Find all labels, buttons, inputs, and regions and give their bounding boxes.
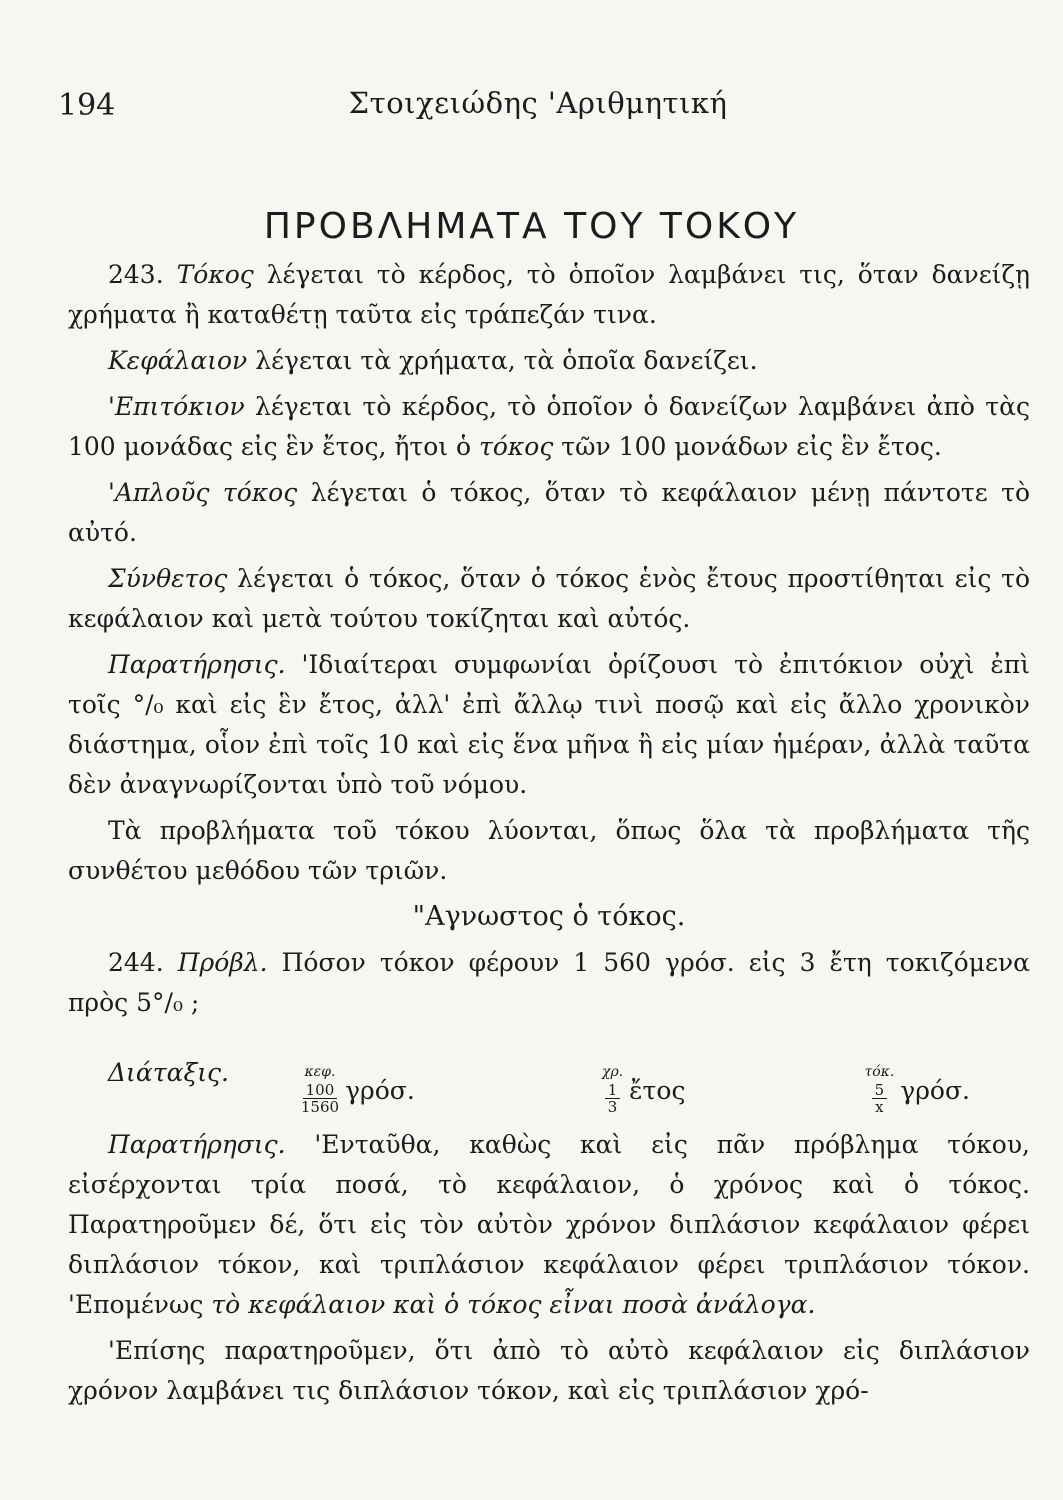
paragraph-text: Τὰ προβλήματα τοῦ τόκου λύονται, ὅπως ὅλα τὰ προβλήματα τῆς συνθέτου μεθόδου τῶν τριῶν. — [68, 816, 1030, 885]
layout-column-capital — [301, 1064, 542, 1115]
problem-label: Πρόβλ. — [177, 948, 268, 977]
inline-term: τόκος — [222, 478, 298, 507]
paragraph-method — [68, 811, 1030, 891]
paragraph-number: 243. — [108, 260, 164, 289]
page-number: 194 — [58, 88, 116, 123]
running-head: Στοιχειώδης 'Αριθμητική — [348, 86, 728, 120]
fraction-denominator: x — [875, 1098, 884, 1116]
inline-term: τόκος — [479, 432, 554, 461]
paragraph-text: λέγεται τὸ κέρδος, τὸ ὁποῖον λαμβάνει τις, ὅταν δανείζῃ χρήματα ἢ καταθέτῃ ταῦτα εἰς τράπεζάν τινα. — [68, 260, 1030, 329]
fraction-numerator: 100 — [303, 1082, 338, 1099]
fraction — [864, 1064, 894, 1115]
unit-label: γρόσ. — [900, 1076, 970, 1105]
defined-term: Τόκος — [176, 260, 254, 289]
paragraph-text: τῶν 100 μονάδων εἰς ἓν ἔτος. — [561, 432, 942, 461]
paragraph-text: 'Ιδιαίτεραι συμφωνίαι ὁρίζουσι τὸ ἐπιτόκιον οὐχὶ ἐπὶ τοῖς °/₀ καὶ εἰς ἓν ἔτος, ἀλλ' ἐπὶ ἄλλῳ τινὶ ποσῷ καὶ εἰς ἄλλο χρονικὸν διάστημα, οἷον ἐπὶ τοῖς 10 καὶ εἰς ἕνα μῆνα ἢ εἰς μίαν ἡμέραν, ἀλλὰ ταῦτα δὲν ἀναγνωρίζονται ὑπὸ τοῦ νόμου. — [68, 650, 1030, 799]
layout-column-interest — [864, 1064, 970, 1115]
remark-label: Παρατήρησις. — [108, 650, 286, 679]
paragraph-text: λέγεται ὁ τόκος, ὅταν ὁ τόκος ἑνὸς ἔτους προστίθηται εἰς τὸ κεφάλαιον καὶ μετὰ τούτου τοκίζηται καὶ αὐτός. — [68, 564, 1030, 633]
column-head: χρ. — [601, 1064, 624, 1080]
fraction-denominator: 3 — [607, 1098, 618, 1116]
subheading: "Αγνωστος ὁ τόκος. — [412, 901, 686, 932]
defined-term: 'Απλοῦς — [108, 478, 210, 507]
paragraph-text: 'Ενταῦθα, καθὼς καὶ εἰς πᾶν πρόβλημα τόκου, εἰσέρχονται τρία ποσά, τὸ κεφάλαιον, ὁ χρόνος καὶ ὁ τόκος. Παρατηροῦμεν δέ, ὅτι εἰς τὸν αὐτὸν χρόνον διπλάσιον κεφάλαιον φέρει διπλάσιον τόκον, καὶ τριπλάσιον κεφάλαιον φέρει τριπλάσιον τόκον. 'Επομένως — [68, 1130, 1030, 1319]
paragraph-remark-2 — [68, 1125, 1030, 1325]
fraction-numerator: 5 — [872, 1082, 888, 1099]
defined-term: Σύνθετος — [108, 564, 228, 593]
problem-text: Πόσον τόκον φέρουν 1 560 γρόσ. εἰς 3 ἔτη τοκιζόμενα πρὸς 5°/₀ ; — [68, 948, 1030, 1017]
fraction-denominator: 1560 — [300, 1098, 340, 1116]
section-title: ΠΡΟΒΛΗΜΑΤΑ ΤΟΥ ΤΟΚΟΥ — [263, 206, 800, 248]
paragraph-epitokion — [68, 387, 1030, 467]
paragraph-synthetos — [68, 559, 1030, 639]
paragraph-aplous — [68, 473, 1030, 553]
fraction-numerator: 1 — [605, 1082, 621, 1099]
defined-term: 'Επιτόκιον — [108, 392, 245, 421]
fraction — [602, 1064, 623, 1115]
page-header — [58, 80, 1018, 130]
defined-term: Κεφάλαιον — [108, 346, 248, 375]
paragraph-text: λέγεται ὁ τόκος, ὅταν τὸ κεφάλαιον μένῃ πάντοτε τὸ αὐτό. — [68, 478, 1031, 547]
emphasized-text: τὸ κεφάλαιον καὶ ὁ τόκος εἶναι ποσὰ ἀνάλογα. — [211, 1290, 816, 1319]
unit-label: γρόσ. — [345, 1076, 415, 1105]
paragraph-243 — [68, 255, 1030, 335]
column-head: τόκ. — [864, 1064, 895, 1080]
problem-layout — [108, 1045, 1030, 1115]
paragraph-continuation — [68, 1331, 1030, 1411]
paragraph-text: λέγεται τὸ κέρδος, τὸ ὁποῖον ὁ δανείζων λαμβάνει ἀπὸ τὰς 100 μονάδας εἰς ἓν ἔτος, ἤτοι ὁ — [68, 392, 1031, 461]
body-text — [68, 255, 1030, 1411]
column-head: κεφ. — [304, 1064, 336, 1080]
paragraph-remark — [68, 645, 1030, 805]
problem-244 — [68, 943, 1030, 1023]
problem-number: 244. — [108, 948, 164, 977]
layout-column-time — [602, 1064, 805, 1115]
layout-label: Διάταξις. — [108, 1058, 229, 1087]
paragraph-text: 'Επίσης παρατηροῦμεν, ὅτι ἀπὸ τὸ αὐτὸ κεφάλαιον εἰς διπλάσιον χρόνον λαμβάνει τις διπλάσιον τόκον, καὶ εἰς τριπλάσιον χρό- — [68, 1336, 1030, 1405]
remark-label: Παρατήρησις. — [108, 1130, 286, 1159]
paragraph-text: λέγεται τὰ χρήματα, τὰ ὁποῖα δανείζει. — [255, 346, 758, 375]
unit-label: ἔτος — [629, 1076, 686, 1105]
fraction — [301, 1064, 339, 1115]
paragraph-kefalaion — [68, 341, 1030, 381]
